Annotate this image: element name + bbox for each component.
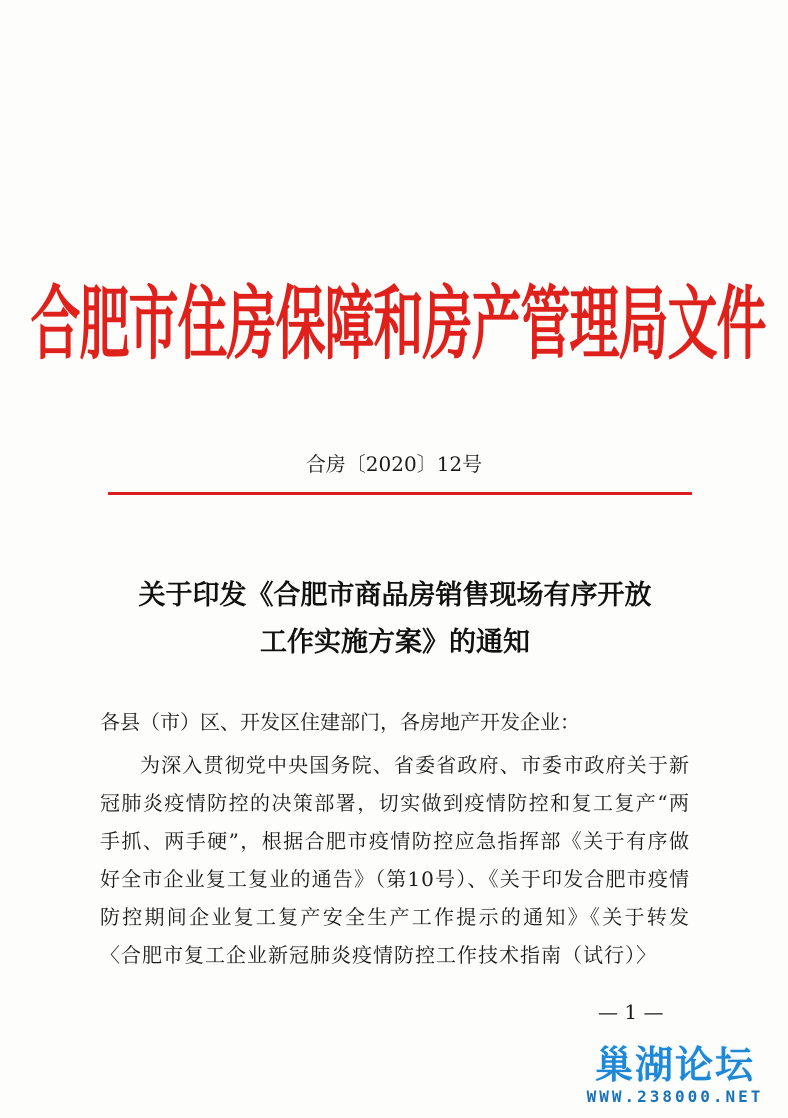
agency-header-title: 合肥市住房保障和房产管理局文件 (30, 276, 766, 371)
notice-title-line-1: 关于印发《合肥市商品房销售现场有序开放 (138, 580, 652, 611)
watermark-logo: 巢湖论坛 (594, 1043, 755, 1087)
notice-title-line-2: 工作实施方案》的通知 (260, 627, 530, 658)
header-divider (108, 492, 692, 495)
body-paragraph: 为深入贯彻党中央国务院、省委省政府、市委市政府关于新冠肺炎疫情防控的决策部署，切实做到疫情防控和复工复产“两手抓、两手硬”，根据合肥市疫情防控应急指挥部《关于有序做好全市企业复工复业的通告》（第10号）、《关于印发合肥市疫情防控期间企业复工复产安全生产工作提示的通知》《关于转发〈合肥市复工企业新冠肺炎疫情防控工作技术指南（试行）〉 (100, 753, 690, 967)
document-number: 合房〔2020〕12号 (305, 452, 483, 476)
notice-title (80, 572, 710, 666)
page-number: — 1 — (598, 1000, 664, 1024)
site-watermark (580, 1034, 770, 1106)
watermark-url: WWW.238000.NET (586, 1087, 764, 1106)
salutation: 各县（市）区、开发区住建部门，各房地产开发企业： (100, 710, 580, 734)
